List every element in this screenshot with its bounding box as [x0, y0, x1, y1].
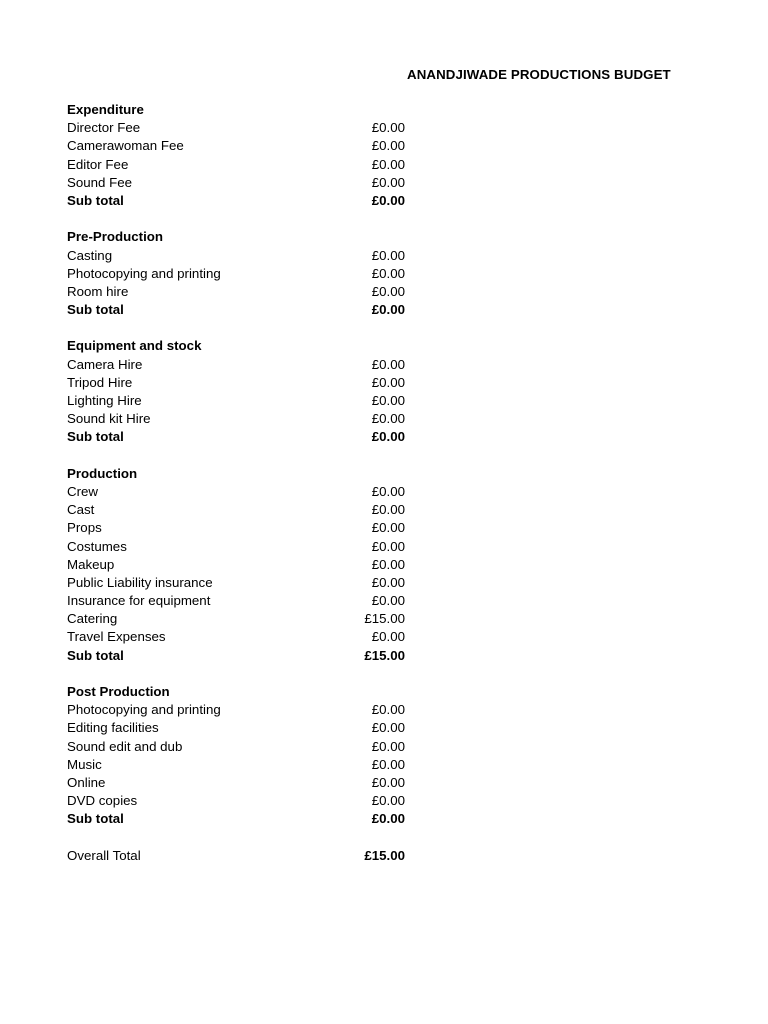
line-item-amount: £0.00 — [371, 356, 405, 372]
subtotal-row[interactable] — [67, 647, 407, 665]
overall-total-row[interactable] — [67, 847, 407, 865]
line-item-amount: £0.00 — [371, 247, 405, 263]
line-item-amount: £15.00 — [364, 611, 405, 627]
line-item-amount: £0.00 — [371, 774, 405, 790]
line-item-label: Editor Fee — [67, 156, 129, 172]
document-title: ANANDJIWADE PRODUCTIONS BUDGET — [407, 67, 671, 82]
section-heading[interactable] — [67, 337, 407, 355]
line-item-amount: £0.00 — [371, 720, 405, 736]
section-heading[interactable] — [67, 101, 407, 119]
overall-total-label: Overall Total — [67, 847, 141, 863]
line-item-label: Music — [67, 756, 102, 772]
title-cell[interactable] — [407, 66, 671, 84]
subtotal-label: Sub total — [67, 429, 124, 445]
subtotal-amount: £0.00 — [371, 192, 405, 208]
line-item-amount: £0.00 — [371, 593, 405, 609]
line-item-label: Camera Hire — [67, 356, 143, 372]
budget-line-row[interactable] — [67, 283, 407, 301]
budget-line-row[interactable] — [67, 519, 407, 537]
subtotal-label: Sub total — [67, 647, 124, 663]
budget-line-row[interactable] — [67, 756, 407, 774]
subtotal-label: Sub total — [67, 192, 124, 208]
line-item-amount: £0.00 — [371, 702, 405, 718]
line-item-label: Cast — [67, 502, 95, 518]
line-item-amount: £0.00 — [371, 120, 405, 136]
budget-line-row[interactable] — [67, 410, 407, 428]
budget-line-row[interactable] — [67, 392, 407, 410]
line-item-label: Makeup — [67, 556, 115, 572]
subtotal-row[interactable] — [67, 301, 407, 319]
line-item-label: Room hire — [67, 283, 129, 299]
budget-line-row[interactable] — [67, 556, 407, 574]
line-item-amount: £0.00 — [371, 156, 405, 172]
subtotal-row[interactable] — [67, 428, 407, 446]
overall-total-amount: £15.00 — [364, 847, 405, 863]
line-item-amount: £0.00 — [371, 411, 405, 427]
budget-line-row[interactable] — [67, 719, 407, 737]
section-heading-label: Production — [67, 465, 138, 481]
section-heading[interactable] — [67, 228, 407, 246]
section-heading[interactable] — [67, 465, 407, 483]
subtotal-amount: £0.00 — [371, 429, 405, 445]
budget-line-row[interactable] — [67, 501, 407, 519]
budget-section — [67, 101, 407, 210]
budget-section — [67, 228, 407, 319]
line-item-amount: £0.00 — [371, 629, 405, 645]
budget-sheet — [67, 101, 407, 865]
section-heading-label: Pre-Production — [67, 229, 164, 245]
line-item-amount: £0.00 — [371, 738, 405, 754]
line-item-label: Sound Fee — [67, 174, 133, 190]
line-item-amount: £0.00 — [371, 374, 405, 390]
line-item-label: Photocopying and printing — [67, 702, 221, 718]
budget-section — [67, 337, 407, 446]
budget-section — [67, 683, 407, 829]
line-item-amount: £0.00 — [371, 556, 405, 572]
line-item-amount: £0.00 — [371, 756, 405, 772]
budget-line-row[interactable] — [67, 610, 407, 628]
line-item-label: Public Liability insurance — [67, 574, 213, 590]
budget-line-row[interactable] — [67, 774, 407, 792]
budget-line-row[interactable] — [67, 738, 407, 756]
budget-line-row[interactable] — [67, 701, 407, 719]
budget-line-row[interactable] — [67, 538, 407, 556]
line-item-amount: £0.00 — [371, 265, 405, 281]
section-heading-label: Expenditure — [67, 102, 144, 117]
line-item-label: Sound edit and dub — [67, 738, 183, 754]
subtotal-amount: £0.00 — [371, 811, 405, 827]
line-item-label: Crew — [67, 483, 99, 499]
subtotal-label: Sub total — [67, 302, 124, 318]
budget-section — [67, 465, 407, 665]
line-item-label: Camerawoman Fee — [67, 138, 184, 154]
line-item-label: Costumes — [67, 538, 127, 554]
line-item-amount: £0.00 — [371, 174, 405, 190]
subtotal-amount: £0.00 — [371, 302, 405, 318]
subtotal-amount: £15.00 — [364, 647, 405, 663]
line-item-label: Online — [67, 774, 106, 790]
line-item-amount: £0.00 — [371, 502, 405, 518]
line-item-label: Director Fee — [67, 120, 141, 136]
budget-line-row[interactable] — [67, 156, 407, 174]
line-item-label: Catering — [67, 611, 118, 627]
line-item-amount: £0.00 — [371, 520, 405, 536]
line-item-amount: £0.00 — [371, 138, 405, 154]
line-item-label: Photocopying and printing — [67, 265, 221, 281]
section-heading-label: Equipment and stock — [67, 338, 202, 354]
line-item-amount: £0.00 — [371, 538, 405, 554]
budget-line-row[interactable] — [67, 137, 407, 155]
line-item-amount: £0.00 — [371, 283, 405, 299]
budget-line-row[interactable] — [67, 592, 407, 610]
line-item-label: Editing facilities — [67, 720, 159, 736]
line-item-label: Lighting Hire — [67, 393, 142, 408]
budget-line-row[interactable] — [67, 119, 407, 137]
line-item-amount: £0.00 — [371, 483, 405, 499]
budget-line-row[interactable] — [67, 247, 407, 265]
subtotal-row[interactable] — [67, 810, 407, 828]
budget-line-row[interactable] — [67, 356, 407, 374]
budget-line-row[interactable] — [67, 174, 407, 192]
line-item-label: Sound kit Hire — [67, 411, 151, 427]
line-item-amount: £0.00 — [371, 393, 405, 408]
section-heading-label: Post Production — [67, 684, 170, 699]
budget-line-row[interactable] — [67, 483, 407, 501]
budget-sections — [67, 101, 407, 829]
line-item-amount: £0.00 — [371, 574, 405, 590]
subtotal-label: Sub total — [67, 811, 124, 827]
section-heading[interactable] — [67, 683, 407, 701]
budget-line-row[interactable] — [67, 792, 407, 810]
line-item-label: Insurance for equipment — [67, 593, 211, 609]
line-item-label: Travel Expenses — [67, 629, 166, 645]
line-item-amount: £0.00 — [371, 793, 405, 809]
subtotal-row[interactable] — [67, 192, 407, 210]
budget-line-row[interactable] — [67, 574, 407, 592]
line-item-label: DVD copies — [67, 793, 138, 809]
budget-line-row[interactable] — [67, 628, 407, 646]
line-item-label: Props — [67, 520, 102, 536]
line-item-label: Casting — [67, 247, 113, 263]
budget-line-row[interactable] — [67, 374, 407, 392]
budget-line-row[interactable] — [67, 265, 407, 283]
line-item-label: Tripod Hire — [67, 374, 133, 390]
